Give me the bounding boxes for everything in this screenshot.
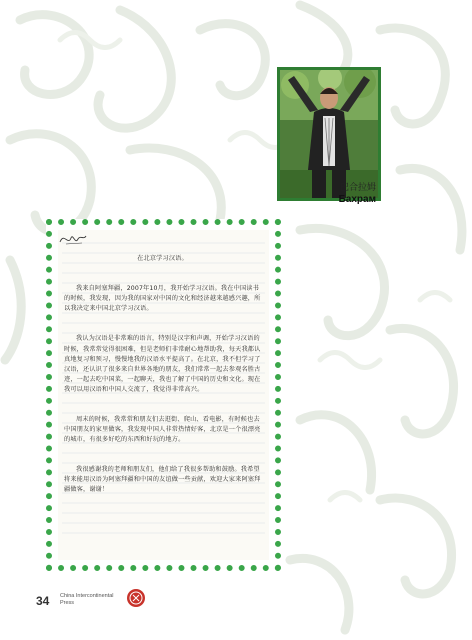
letter-frame	[46, 219, 281, 571]
letter-paragraph: 周末的时候，我常常和朋友们去逛街、爬山、看电影，有时候也去中国朋友的家里做客，我发现中国人非常热情好客，北京是一个很漂亮的城市，有很多好吃的东西和好玩的地方。	[64, 415, 261, 443]
letter-greeting: 在北京学习汉语。	[137, 255, 188, 263]
handwritten-letter	[58, 230, 269, 560]
letter-paragraph: 我认为汉语是非常难的语言，特别是汉字和声调，开始学习汉语的时候，我常常觉得很困难，但是老师们非常耐心地帮助我，每天我都认真地复习和预习，慢慢地我的汉语水平提高了。在北京，我不但学习了汉语，还认识了很多来自世界各地的朋友，我们常常一起去参观名胜古迹，一起去吃中国菜，一起聊天，我也了解了中国的历史和文化。现在我可以用汉语和中国人交流了，我觉得非常高兴。	[64, 335, 261, 393]
publisher-name: China Intercontinental Press	[60, 593, 114, 606]
handwritten-signature	[58, 230, 88, 248]
letter-paragraph: 我来自阿塞拜疆，2007年10月，我开始学习汉语。我在中国读书的时候，我发现，因为我的国家对中国的文化和经济越来越感兴趣，所以我决定来中国北京学习汉语。	[64, 285, 261, 313]
publisher-seal-icon	[126, 588, 146, 608]
letter-body	[64, 234, 261, 515]
portrait-image	[280, 70, 378, 198]
page-number: 34	[36, 594, 50, 608]
letter-paragraph: 我很感谢我的老师和朋友们，他们给了我很多帮助和鼓励。我希望将来能用汉语为阿塞拜疆和中国的友谊做一些贡献，欢迎大家来阿塞拜疆做客，谢谢！	[64, 466, 261, 494]
caption-name-russian: Бахрам	[338, 194, 376, 205]
portrait-photo	[277, 67, 381, 201]
caption-name-chinese: 巴合拉姆	[339, 183, 376, 193]
photo-caption	[339, 183, 376, 206]
